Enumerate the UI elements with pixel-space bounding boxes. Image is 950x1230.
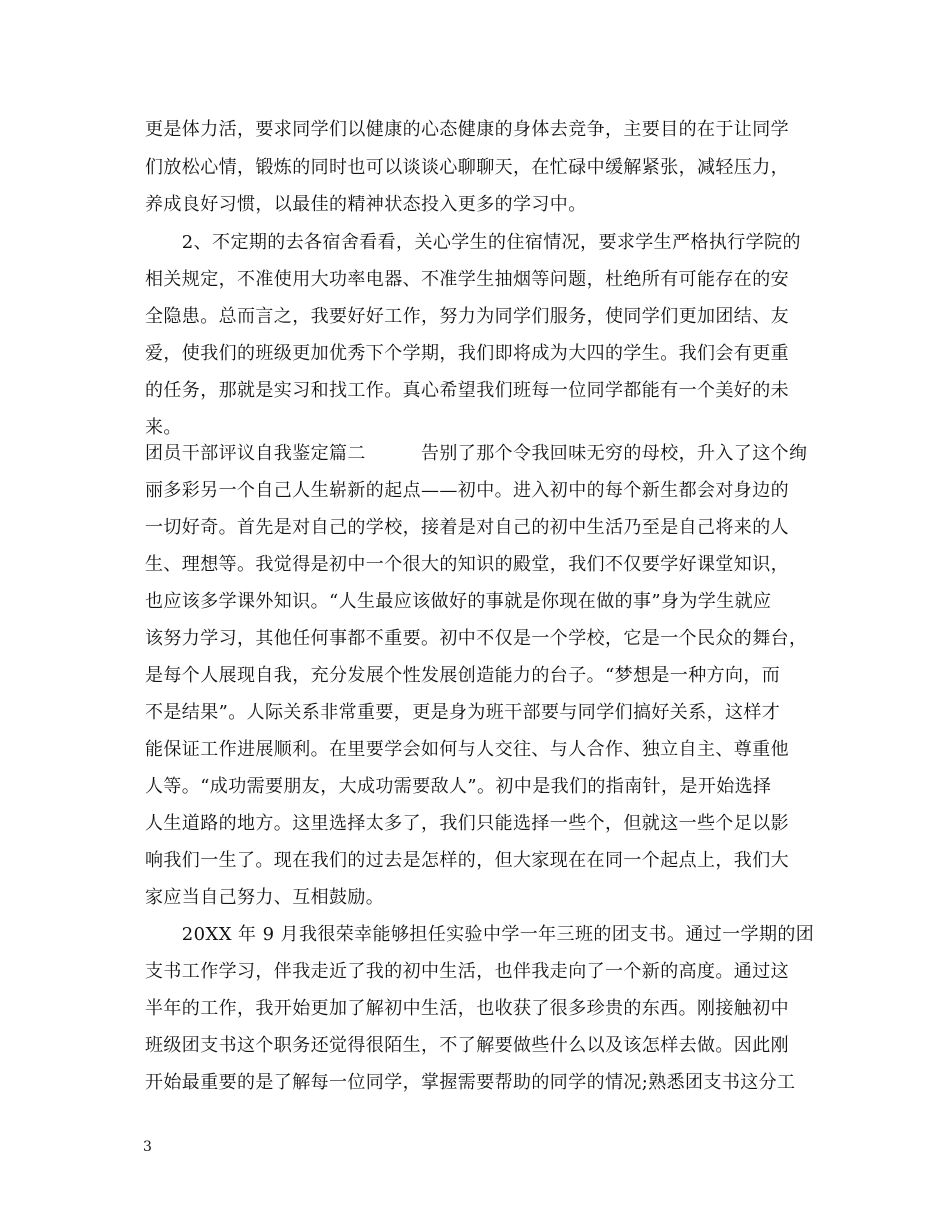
text-line: 的任务，那就是实习和找工作。真心希望我们班每一位同学都能有一个美好的未 xyxy=(145,380,789,401)
text-line: 们放松心情，锻炼的同时也可以谈谈心聊聊天，在忙碌中缓解紧张，减轻压力， xyxy=(145,157,789,178)
text-line: 开始最重要的是了解每一位同学，掌握需要帮助的同学的情况;熟悉团支书这分工 xyxy=(145,1072,796,1093)
text-line: 生、理想等。我觉得是初中一个很大的知识的殿堂，我们不仅要学好课堂知识， xyxy=(145,554,789,575)
text-line: 2、不定期的去各宿舍看看，关心学生的住宿情况，要求学生严格执行学院的 xyxy=(145,232,801,253)
text-line: 响我们一生了。现在我们的过去是怎样的，但大家现在在同一个起点上，我们大 xyxy=(145,850,789,871)
text-line: 半年的工作，我开始更加了解初中生活，也收获了很多珍贵的东西。刚接触初中 xyxy=(145,998,789,1019)
section-heading-line: 团员干部评议自我鉴定篇二 告别了那个令我回味无穷的母校，升入了这个绚 xyxy=(145,443,808,464)
text-line: 来。 xyxy=(145,417,182,438)
text-line: 支书工作学习，伴我走近了我的初中生活，也伴我走向了一个新的高度。通过这 xyxy=(145,961,789,982)
text-line: 该努力学习，其他任何事都不重要。初中不仅是一个学校，它是一个民众的舞台， xyxy=(145,628,808,649)
text-line: 一切好奇。首先是对自己的学校，接着是对自己的初中生活乃至是自己将来的人 xyxy=(145,517,789,538)
text-line: 不是结果”。人际关系非常重要，更是身为班干部要与同学们搞好关系，这样才 xyxy=(145,702,781,723)
text-line: 养成良好习惯，以最佳的精神状态投入更多的学习中。 xyxy=(145,194,587,215)
text-line: 20XX 年 9 月我很荣幸能够担任实验中学一年三班的团支书。通过一学期的团 xyxy=(145,924,815,945)
text-line: 能保证工作进展顺利。在里要学会如何与人交往、与人合作、独立自主、尊重他 xyxy=(145,739,789,760)
text-line: 相关规定，不准使用大功率电器、不准学生抽烟等问题，杜绝所有可能存在的安 xyxy=(145,269,789,290)
text-line: 人生道路的地方。这里选择太多了，我们只能选择一些个，但就这一些个足以影 xyxy=(145,813,789,834)
text-line: 班级团支书这个职务还觉得很陌生，不了解要做些什么以及该怎样去做。因此刚 xyxy=(145,1035,789,1056)
text-line: 是每个人展现自我，充分发展个性发展创造能力的台子。“梦想是一种方向，而 xyxy=(145,665,781,686)
text-line: 也应该多学课外知识。“人生最应该做好的事就是你现在做的事”身为学生就应 xyxy=(145,591,772,612)
text-line: 家应当自己努力、互相鼓励。 xyxy=(145,887,385,908)
text-line: 爱，使我们的班级更加优秀下个学期，我们即将成为大四的学生。我们会有更重 xyxy=(145,343,789,364)
text-line: 丽多彩另一个自己人生崭新的起点——初中。进入初中的每个新生都会对身边的 xyxy=(145,480,789,501)
text-line: 全隐患。总而言之，我要好好工作，努力为同学们服务，使同学们更加团结、友 xyxy=(145,306,789,327)
text-line: 更是体力活，要求同学们以健康的心态健康的身体去竞争，主要目的在于让同学 xyxy=(145,119,789,140)
text-line: 人等。“成功需要朋友，大成功需要敌人”。初中是我们的指南针，是开始选择 xyxy=(145,776,772,797)
page-number: 3 xyxy=(143,1139,152,1155)
